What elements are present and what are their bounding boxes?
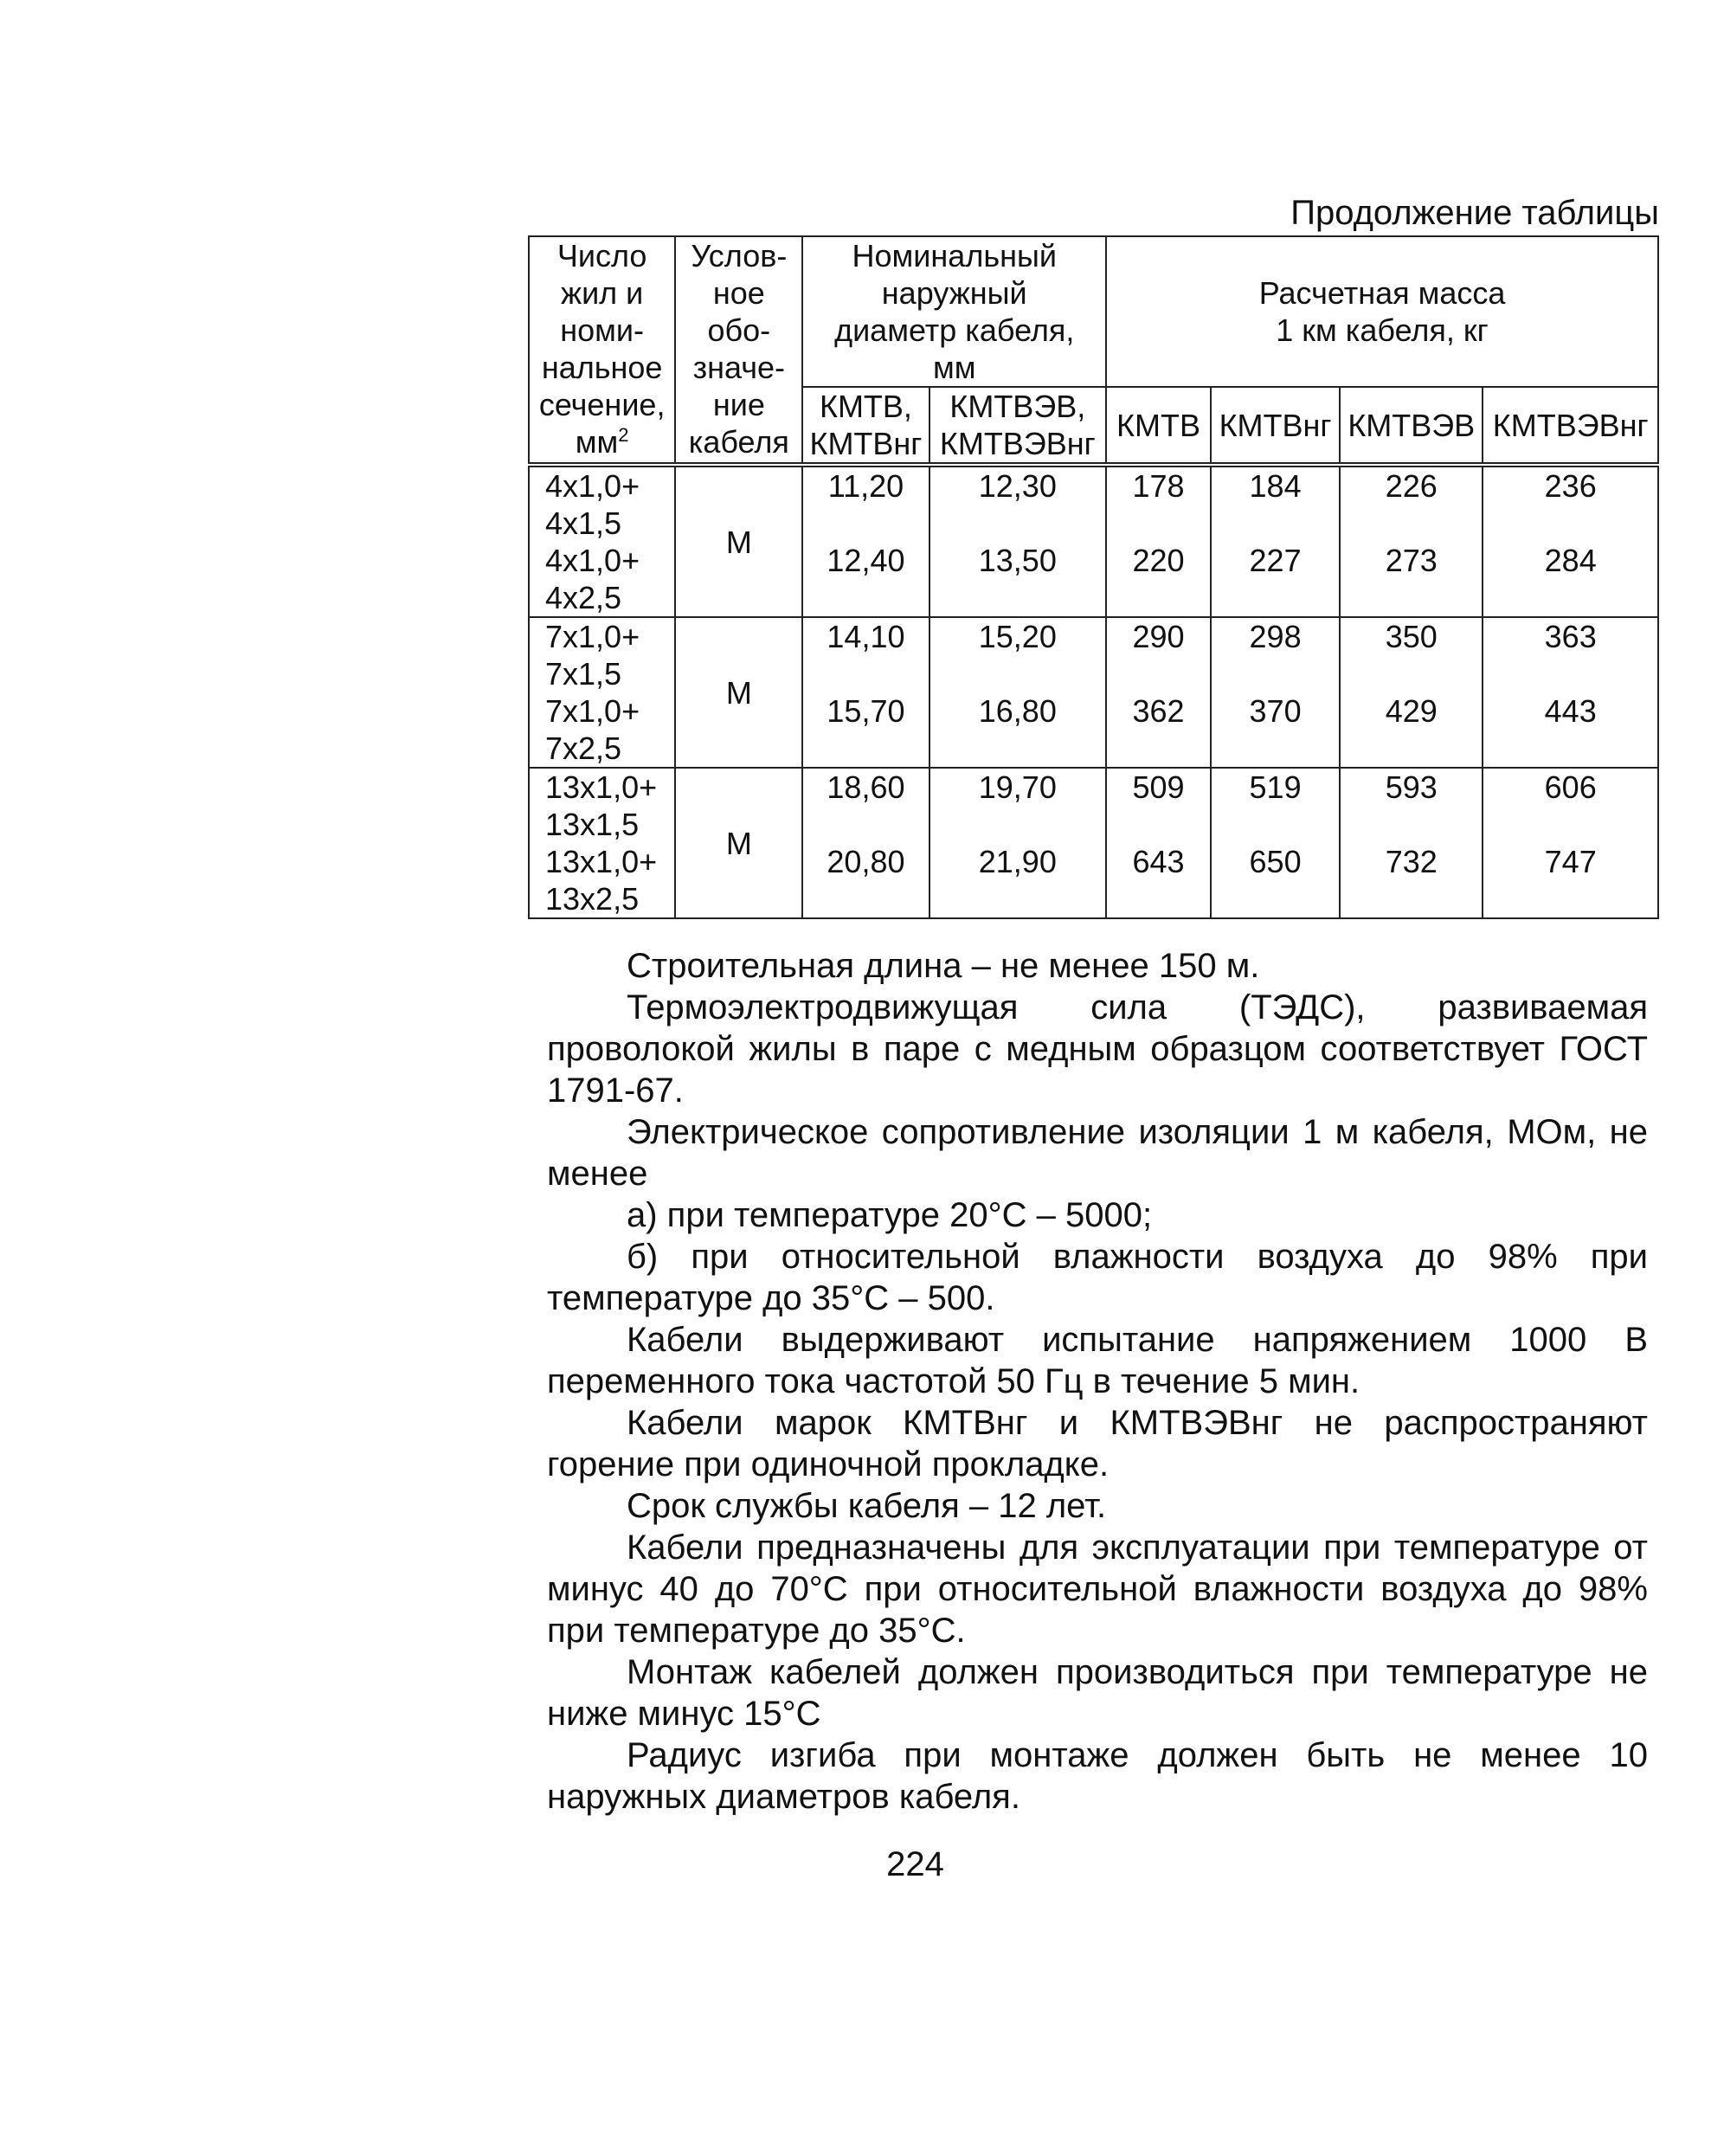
cell-diameter-kmtvev: 12,30 13,50 (929, 465, 1107, 617)
header-estimated-mass: Расчетная масса 1 км кабеля, кг (1106, 236, 1658, 387)
body-text (547, 945, 1648, 1818)
cell-designation: М (675, 465, 802, 617)
page-number: 224 (886, 1845, 944, 1883)
cell-diameter-kmtv: 11,20 12,40 (802, 465, 929, 617)
subheader-diameter-kmtv: КМТВ, КМТВнг (802, 387, 929, 465)
cell-mass-kmtv: 290 362 (1106, 617, 1211, 768)
paragraph-operating-conditions: Кабели предназначены для эксплуатации при температуре от минус 40 до 70°С при относительной влажности воздуха до 98% при температуре до 35°С. (547, 1529, 1648, 1650)
header-nominal-diameter: Номинальный наружный диаметр кабеля, мм (802, 236, 1106, 387)
cell-mass-kmtvev: 226 273 (1340, 465, 1483, 617)
table-row (529, 617, 1658, 768)
cell-sections: 4х1,0+ 4х1,5 4х1,0+ 4х2,5 (529, 465, 675, 617)
paragraph-bend-radius: Радиус изгиба при монтаже должен быть не менее 10 наружных диаметров кабеля. (547, 1736, 1648, 1816)
cell-mass-kmtvevng: 363 443 (1483, 617, 1658, 768)
subheader-diameter-kmtvev: КМТВЭВ, КМТВЭВнг (929, 387, 1107, 465)
subheader-mass-kmtvevng: КМТВЭВнг (1483, 387, 1658, 465)
cell-diameter-kmtvev: 19,70 21,90 (929, 768, 1107, 918)
list-item-b: б) при относительной влажности воздуха до 98% при температуре до 35°С – 500. (547, 1238, 1648, 1317)
cell-designation: М (675, 617, 802, 768)
subheader-mass-kmtv: КМТВ (1106, 387, 1211, 465)
subheader-mass-kmtvng: КМТВнг (1211, 387, 1340, 465)
header-cable-designation: Услов- ное обо- значе- ние кабеля (675, 236, 802, 465)
paragraph-construction-length: Строительная длина – не менее 150 м. (627, 947, 1260, 985)
header-core-count-section: Число жил и номи- нальное сечение, $мм^2$ (529, 236, 675, 465)
cell-diameter-kmtv: 18,60 20,80 (802, 768, 929, 918)
paragraph-insulation-resistance: Электрическое сопротивление изоляции 1 м кабеля, МОм, не менее (547, 1113, 1648, 1193)
cell-mass-kmtv: 178 220 (1106, 465, 1211, 617)
subheader-mass-kmtvev: КМТВЭВ (1340, 387, 1483, 465)
list-item-a: а) при температуре 20°С – 5000; (627, 1196, 1153, 1234)
paragraph-voltage-test: Кабели выдерживают испытание напряжением 1000 В переменного тока частотой 50 Гц в течение 5 мин. (547, 1321, 1648, 1400)
table-row (529, 465, 1658, 617)
paragraph-thermo-emf: Термоэлектродвижущая сила (ТЭДС), развиваемая проволокой жилы в паре с медным образцом соответствует ГОСТ 1791-67. (547, 988, 1648, 1110)
cell-diameter-kmtv: 14,10 15,70 (802, 617, 929, 768)
cell-mass-kmtvev: 350 429 (1340, 617, 1483, 768)
cell-designation: М (675, 768, 802, 918)
cable-data-table (528, 235, 1659, 919)
paragraph-flame-retardant: Кабели марок КМТВнг и КМТВЭВнг не распространяют горение при одиночной прокладке. (547, 1404, 1648, 1483)
cell-mass-kmtvng: 298 370 (1211, 617, 1340, 768)
cell-diameter-kmtvev: 15,20 16,80 (929, 617, 1107, 768)
cell-mass-kmtvev: 593 732 (1340, 768, 1483, 918)
cell-mass-kmtvng: 519 650 (1211, 768, 1340, 918)
table-continuation-caption: Продолжение таблицы (1290, 194, 1659, 232)
cell-mass-kmtvevng: 606 747 (1483, 768, 1658, 918)
table-row (529, 768, 1658, 918)
cell-mass-kmtvevng: 236 284 (1483, 465, 1658, 617)
paragraph-installation-temperature: Монтаж кабелей должен производиться при температуре не ниже минус 15°С (547, 1653, 1648, 1733)
cell-sections: 7х1,0+ 7х1,5 7х1,0+ 7х2,5 (529, 617, 675, 768)
cell-sections: 13х1,0+ 13х1,5 13х1,0+ 13х2,5 (529, 768, 675, 918)
cell-mass-kmtvng: 184 227 (1211, 465, 1340, 617)
paragraph-service-life: Срок службы кабеля – 12 лет. (627, 1487, 1107, 1525)
cell-mass-kmtv: 509 643 (1106, 768, 1211, 918)
